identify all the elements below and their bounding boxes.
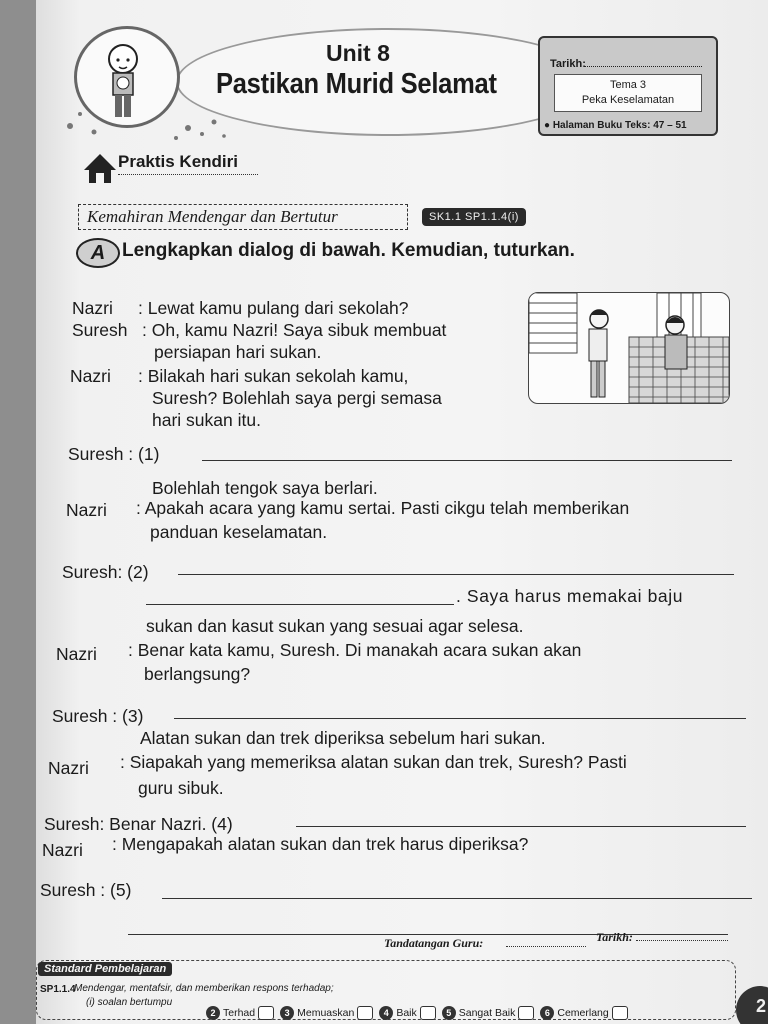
dialog-line: : Apakah acara yang kamu sertai. Pasti cikgu telah memberikan bbox=[136, 498, 630, 518]
unit-number: Unit 8 bbox=[326, 40, 390, 66]
speaker-suresh: Suresh bbox=[72, 320, 128, 340]
scale-item bbox=[280, 1006, 373, 1020]
scale-checkbox[interactable] bbox=[258, 1006, 274, 1020]
answer-4-line[interactable] bbox=[296, 826, 746, 827]
standard-code-badge: SK1.1 SP1.1.4(i) bbox=[422, 208, 526, 226]
date-field[interactable] bbox=[584, 66, 702, 67]
question-5-label: Suresh : (5) bbox=[40, 880, 132, 900]
scale-label: Baik bbox=[396, 1007, 417, 1019]
scene-illustration bbox=[528, 292, 730, 404]
worksheet-page bbox=[36, 0, 768, 1024]
dialog-line: panduan keselamatan. bbox=[150, 522, 328, 542]
house-icon bbox=[80, 148, 120, 188]
dialog-line: : Bilakah hari sukan sekolah kamu, bbox=[138, 366, 409, 386]
footer-date-label: Tarikh: bbox=[596, 930, 633, 944]
dialog-line: Suresh? Bolehlah saya pergi semasa bbox=[152, 388, 442, 408]
scale-checkbox[interactable] bbox=[357, 1006, 373, 1020]
scale-checkbox[interactable] bbox=[518, 1006, 534, 1020]
answer-2-line-cont[interactable] bbox=[146, 604, 454, 605]
scale-checkbox[interactable] bbox=[612, 1006, 628, 1020]
scale-label: Sangat Baik bbox=[458, 1007, 516, 1019]
scale-item bbox=[379, 1006, 435, 1020]
instruction-text: Lengkapkan dialog di bawah. Kemudian, tuturkan. bbox=[122, 240, 575, 261]
speaker-nazri: Nazri bbox=[48, 758, 89, 778]
scale-item bbox=[206, 1006, 274, 1020]
answer-5-line-cont[interactable] bbox=[128, 934, 728, 935]
unit-title: Pastikan Murid Selamat bbox=[216, 68, 497, 100]
learning-standard-tab: Standard Pembelajaran bbox=[38, 962, 172, 976]
answer-2-line[interactable] bbox=[178, 574, 734, 575]
teacher-signature-label: Tandatangan Guru: bbox=[384, 936, 484, 950]
dialog-line: berlangsung? bbox=[144, 664, 251, 684]
answer-1-line[interactable] bbox=[202, 460, 732, 461]
dialog-line: : Lewat kamu pulang dari sekolah? bbox=[138, 298, 409, 318]
theme-box bbox=[554, 74, 702, 112]
dialog-line: Alatan sukan dan trek diperiksa sebelum hari sukan. bbox=[140, 728, 546, 748]
date-label: Tarikh: bbox=[550, 58, 586, 70]
scale-number: 5 bbox=[442, 1006, 456, 1020]
scale-number: 3 bbox=[280, 1006, 294, 1020]
scale-number: 4 bbox=[379, 1006, 393, 1020]
speaker-nazri: Nazri bbox=[42, 840, 83, 860]
dialog-line: hari sukan itu. bbox=[152, 410, 261, 430]
standard-description: Mendengar, mentafsir, dan memberikan respons terhadap; bbox=[74, 983, 334, 994]
scale-label: Memuaskan bbox=[297, 1007, 355, 1019]
speaker-nazri: Nazri bbox=[66, 500, 107, 520]
dialog-line: persiapan hari sukan. bbox=[154, 342, 322, 362]
scale-item bbox=[442, 1006, 535, 1020]
heading-underline bbox=[118, 174, 258, 175]
skill-title: Kemahiran Mendengar dan Bertutur bbox=[78, 204, 408, 230]
speaker-nazri: Nazri bbox=[56, 644, 97, 664]
question-2-label: Suresh: (2) bbox=[62, 562, 149, 582]
question-3-label: Suresh : (3) bbox=[52, 706, 144, 726]
dialog-line: sukan dan kasut sukan yang sesuai agar selesa. bbox=[146, 616, 524, 636]
dialog-line: guru sibuk. bbox=[138, 778, 224, 798]
teacher-signature-field[interactable] bbox=[506, 946, 586, 947]
dialog-line: Bolehlah tengok saya berlari. bbox=[152, 478, 378, 498]
mastery-scale bbox=[206, 1003, 628, 1023]
dialog-line: : Oh, kamu Nazri! Saya sibuk membuat bbox=[142, 320, 447, 340]
answer-5-line[interactable] bbox=[162, 898, 752, 899]
theme-name: Peka Keselamatan bbox=[581, 94, 675, 106]
dialog-line: : Benar kata kamu, Suresh. Di manakah acara sukan akan bbox=[128, 640, 582, 660]
page-number: 2 bbox=[736, 986, 768, 1024]
standard-code: SP1.1.4 bbox=[40, 984, 76, 995]
theme-number: Tema 3 bbox=[609, 79, 647, 91]
speaker-nazri: Nazri bbox=[70, 366, 111, 386]
speaker-nazri: Nazri bbox=[72, 298, 113, 318]
scale-label: Terhad bbox=[223, 1007, 256, 1019]
footer-date-field[interactable] bbox=[636, 940, 728, 941]
answer-3-line[interactable] bbox=[174, 718, 746, 719]
dialog-line: . Saya harus memakai baju bbox=[456, 586, 684, 606]
scale-item bbox=[540, 1006, 627, 1020]
dialog-line: : Siapakah yang memeriksa alatan sukan dan trek, Suresh? Pasti bbox=[120, 752, 627, 772]
standard-subitem: (i) soalan bertumpu bbox=[86, 997, 173, 1008]
textbook-pages: ● Halaman Buku Teks: 47 – 51 bbox=[544, 120, 687, 131]
dialog-line: : Mengapakah alatan sukan dan trek harus diperiksa? bbox=[112, 834, 529, 854]
question-4-label: Suresh: Benar Nazri. (4) bbox=[44, 814, 233, 834]
scale-checkbox[interactable] bbox=[420, 1006, 436, 1020]
practice-heading: Praktis Kendiri bbox=[118, 152, 238, 171]
question-1-label: Suresh : (1) bbox=[68, 444, 160, 464]
scale-label: Cemerlang bbox=[557, 1007, 609, 1019]
scale-number: 6 bbox=[540, 1006, 554, 1020]
activity-letter-badge: A bbox=[76, 238, 120, 268]
scale-number: 2 bbox=[206, 1006, 220, 1020]
